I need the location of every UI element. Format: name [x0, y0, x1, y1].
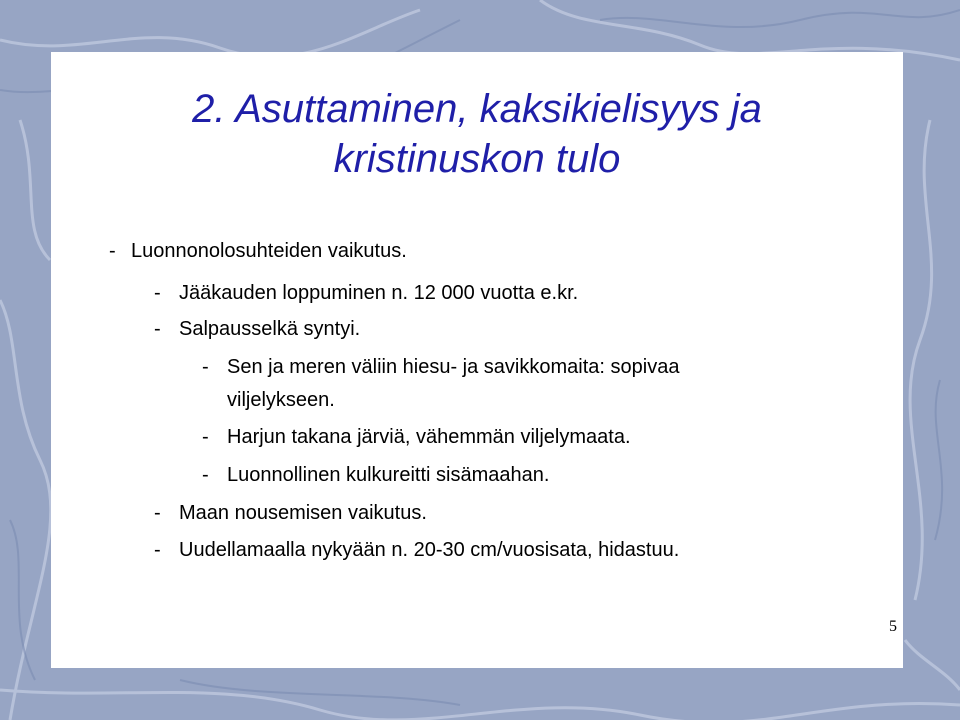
bullet-text: Harjun takana järviä, vähemmän viljelymaata. — [227, 426, 631, 448]
bullet-text: viljelykseen. — [227, 389, 335, 411]
slide — [51, 52, 903, 668]
page-number: 5 — [889, 618, 897, 635]
bullet-dash: - — [109, 240, 116, 262]
bullet-text: Luonnonolosuhteiden vaikutus. — [131, 240, 407, 262]
bullet-text: Luonnollinen kulkureitti sisämaahan. — [227, 464, 550, 486]
bullet-dash: - — [154, 318, 161, 340]
bullet-text: Salpausselkä syntyi. — [179, 318, 361, 340]
bullet-dash: - — [154, 539, 161, 561]
bullet-dash: - — [202, 356, 209, 378]
bullet-text: Jääkauden loppuminen n. 12 000 vuotta e.kr. — [179, 282, 579, 304]
bullet-dash: - — [154, 502, 161, 524]
bullet-dash: - — [202, 426, 209, 448]
bullet-text: Uudellamaalla nykyään n. 20-30 cm/vuosisata, hidastuu. — [179, 539, 680, 561]
bullet-text: Maan nousemisen vaikutus. — [179, 502, 427, 524]
bullet-dash: - — [202, 464, 209, 486]
bullet-list — [51, 52, 903, 668]
slide-title-line-2: kristinuskon tulo — [333, 137, 621, 181]
slide-title-line-1: 2. Asuttaminen, kaksikielisyys ja — [192, 87, 762, 131]
bullet-text: Sen ja meren väliin hiesu- ja savikkomaita: sopivaa — [227, 356, 680, 378]
bullet-dash: - — [154, 282, 161, 304]
